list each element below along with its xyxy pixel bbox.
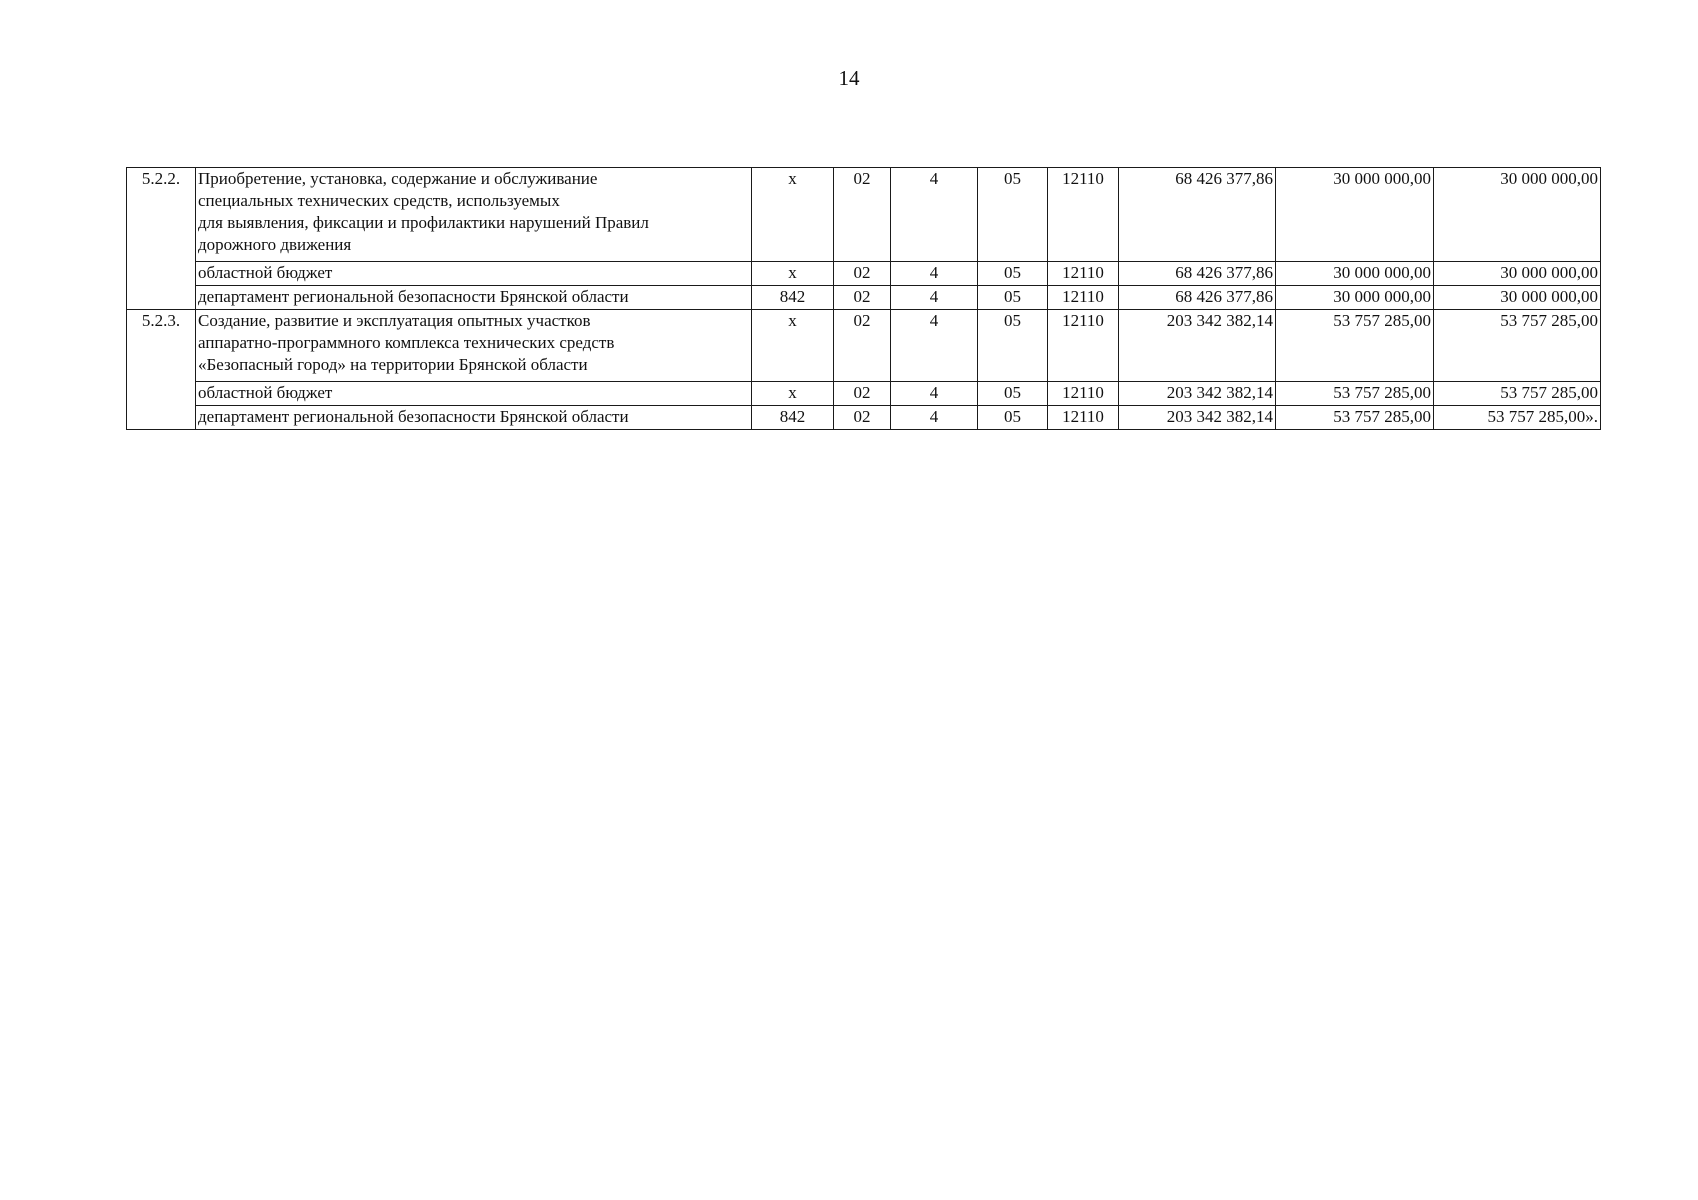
- admin-code: х: [752, 382, 834, 406]
- amount-year-1: 203 342 382,14: [1119, 382, 1276, 406]
- amount-year-3: 53 757 285,00».: [1434, 406, 1601, 430]
- admin-code: х: [752, 262, 834, 286]
- table-row: [127, 310, 1601, 382]
- program-code: 4: [891, 310, 978, 382]
- program-code: 4: [891, 262, 978, 286]
- table-row: [127, 382, 1601, 406]
- measure-name-line: «Безопасный город» на территории Брянской области: [198, 355, 588, 374]
- table-row: [127, 168, 1601, 262]
- program-code: 4: [891, 286, 978, 310]
- direction-code: 12110: [1048, 286, 1119, 310]
- measure-name-line: аппаратно-программного комплекса технических средств: [198, 333, 615, 352]
- amount-year-1: 68 426 377,86: [1119, 262, 1276, 286]
- measure-name-line: специальных технических средств, используемых: [198, 191, 560, 210]
- amount-year-1: 203 342 382,14: [1119, 310, 1276, 382]
- direction-code: 12110: [1048, 406, 1119, 430]
- subprogram-code: 05: [978, 382, 1048, 406]
- section-code: 02: [834, 310, 891, 382]
- section-code: 02: [834, 406, 891, 430]
- amount-year-3: 30 000 000,00: [1434, 286, 1601, 310]
- section-code: 02: [834, 262, 891, 286]
- amount-year-1: 203 342 382,14: [1119, 406, 1276, 430]
- administrator-name: департамент региональной безопасности Брянской области: [196, 406, 752, 430]
- amount-year-2: 30 000 000,00: [1276, 262, 1434, 286]
- section-code: 02: [834, 286, 891, 310]
- amount-year-2: 53 757 285,00: [1276, 406, 1434, 430]
- direction-code: 12110: [1048, 382, 1119, 406]
- section-code: 02: [834, 168, 891, 262]
- budget-table: [126, 167, 1601, 430]
- measure-name-line: Приобретение, установка, содержание и обслуживание: [198, 169, 598, 188]
- amount-year-3: 53 757 285,00: [1434, 382, 1601, 406]
- measure-name-line: Создание, развитие и эксплуатация опытных участков: [198, 311, 591, 330]
- table-row: [127, 262, 1601, 286]
- direction-code: 12110: [1048, 262, 1119, 286]
- administrator-name: департамент региональной безопасности Брянской области: [196, 286, 752, 310]
- subprogram-code: 05: [978, 310, 1048, 382]
- admin-code: 842: [752, 286, 834, 310]
- program-code: 4: [891, 168, 978, 262]
- measure-name: [196, 168, 752, 262]
- page-number: 14: [838, 66, 860, 90]
- amount-year-3: 30 000 000,00: [1434, 262, 1601, 286]
- amount-year-2: 30 000 000,00: [1276, 286, 1434, 310]
- admin-code: х: [752, 310, 834, 382]
- funding-source: областной бюджет: [196, 382, 752, 406]
- amount-year-1: 68 426 377,86: [1119, 286, 1276, 310]
- admin-code: 842: [752, 406, 834, 430]
- amount-year-3: 53 757 285,00: [1434, 310, 1601, 382]
- amount-year-2: 53 757 285,00: [1276, 382, 1434, 406]
- section-code: 02: [834, 382, 891, 406]
- direction-code: 12110: [1048, 310, 1119, 382]
- direction-code: 12110: [1048, 168, 1119, 262]
- row-number: 5.2.2.: [127, 168, 196, 310]
- amount-year-1: 68 426 377,86: [1119, 168, 1276, 262]
- measure-name: [196, 310, 752, 382]
- admin-code: х: [752, 168, 834, 262]
- subprogram-code: 05: [978, 262, 1048, 286]
- program-code: 4: [891, 382, 978, 406]
- table-row: [127, 406, 1601, 430]
- subprogram-code: 05: [978, 286, 1048, 310]
- amount-year-2: 30 000 000,00: [1276, 168, 1434, 262]
- amount-year-2: 53 757 285,00: [1276, 310, 1434, 382]
- subprogram-code: 05: [978, 168, 1048, 262]
- subprogram-code: 05: [978, 406, 1048, 430]
- table-row: [127, 286, 1601, 310]
- row-number: 5.2.3.: [127, 310, 196, 430]
- funding-source: областной бюджет: [196, 262, 752, 286]
- measure-name-line: для выявления, фиксации и профилактики нарушений Правил: [198, 213, 649, 232]
- program-code: 4: [891, 406, 978, 430]
- amount-year-3: 30 000 000,00: [1434, 168, 1601, 262]
- measure-name-line: дорожного движения: [198, 235, 352, 254]
